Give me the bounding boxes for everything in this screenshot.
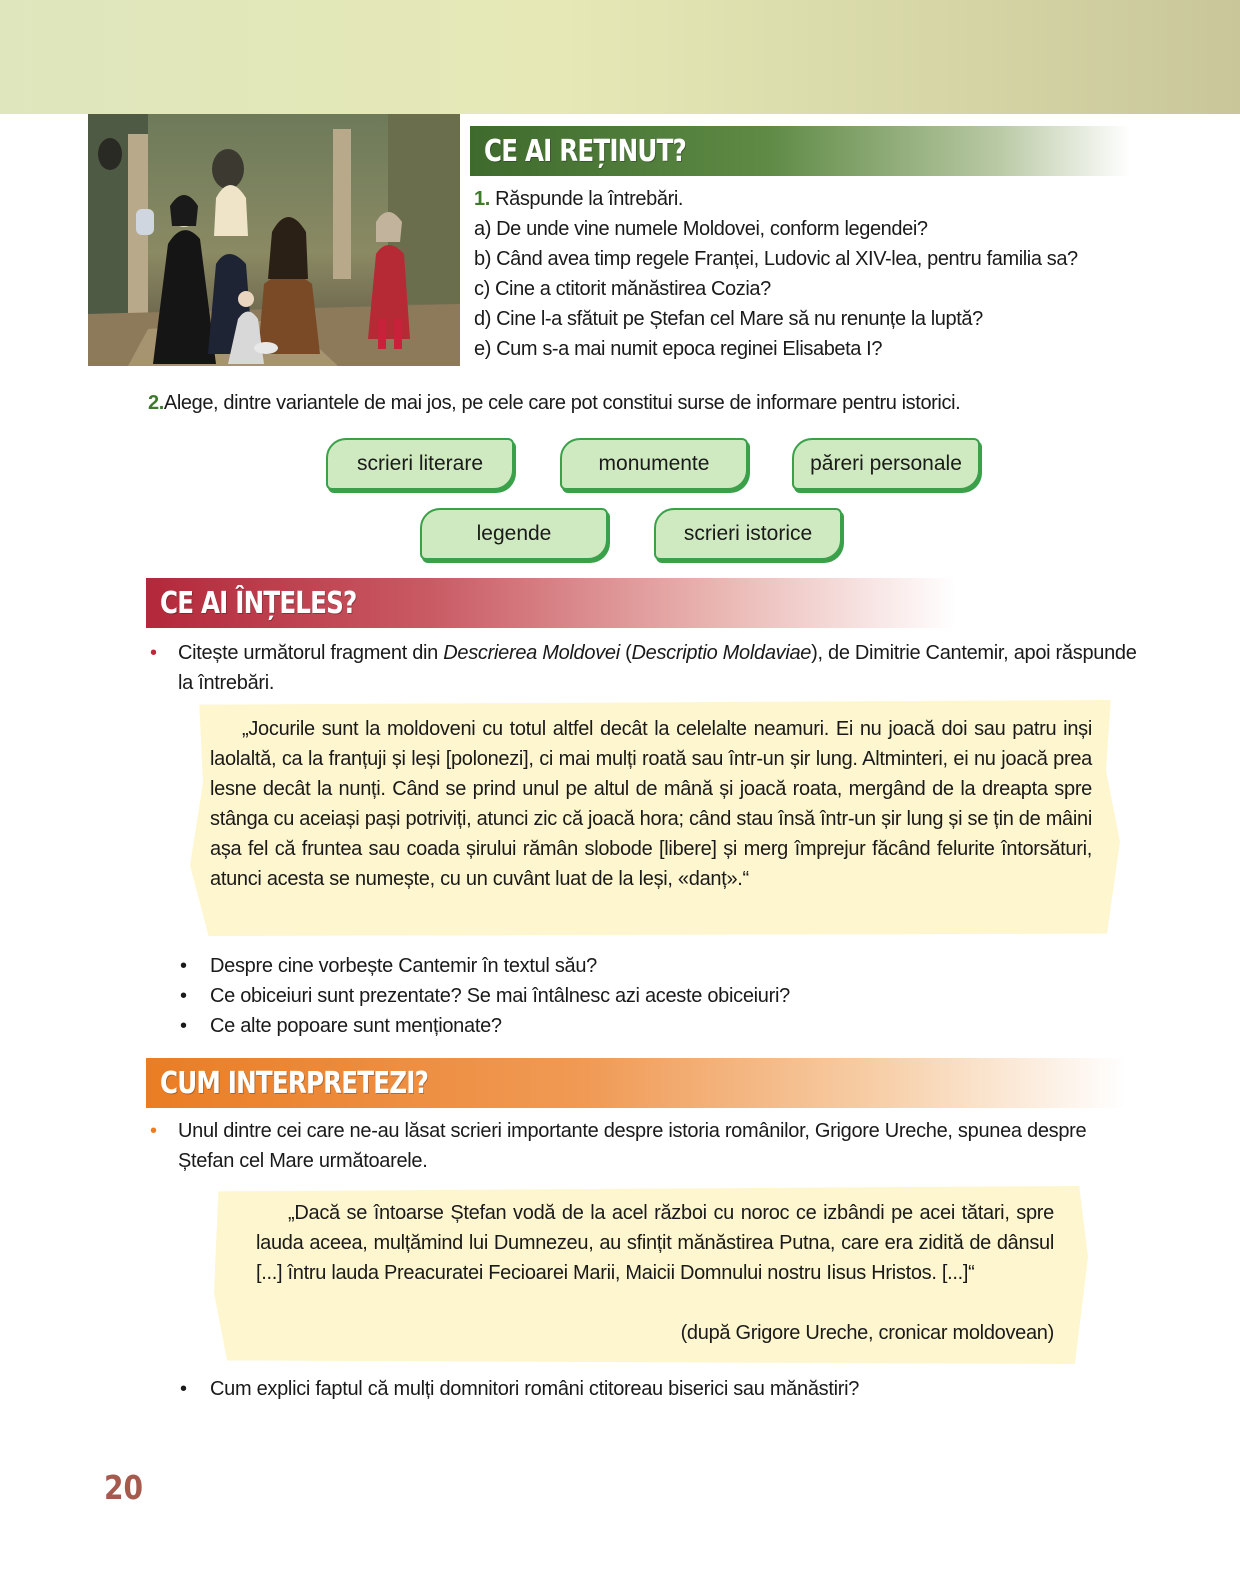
bullet-orange: • — [150, 1120, 158, 1142]
task-2: 2.Alege, dintre variantele de mai jos, pe cele care pot constitui surse de informare pentru istorici. — [148, 392, 961, 414]
question-cantemir-3: Ce alte popoare sunt menționate? — [210, 1015, 502, 1037]
bullet-red: • — [150, 642, 158, 664]
bullet: • — [180, 1015, 188, 1037]
question-e: e) Cum s-a mai numit epoca reginei Elisabeta I? — [474, 338, 883, 360]
section-title-retained: CE AI REȚINUT? — [470, 126, 1130, 176]
bullet: • — [180, 1378, 188, 1400]
question-ureche: Cum explici faptul că mulți domnitori români ctitoreau biserici sau mănăstiri? — [210, 1378, 860, 1400]
ureche-intro: Unul dintre cei care ne-au lăsat scrieri importante despre istoria românilor, Grigore Ureche, spunea despre Ștefan cel Mare următoarele. — [178, 1120, 1087, 1172]
question-d: d) Cine l-a sfătuit pe Ștefan cel Mare să nu renunțe la luptă? — [474, 308, 983, 330]
ureche-quote: „Dacă se întoarse Ștefan vodă de la acel război cu noroc ce izbândi pe acei tătari, spre lauda aceea, mulțămind lui Dumnezeu, au sfințit mănăstirea Putna, care era zidită de dânsul [...] întru lauda Preacuratei Fecioarei Marii, Maicii Domnului nostru Iisus Hristos. [...]“ — [256, 1202, 1054, 1284]
header-band — [0, 0, 1240, 114]
question-b: b) Când avea timp regele Franței, Ludovic al XIV-lea, pentru familia sa? — [474, 248, 1078, 270]
question-cantemir-1: Despre cine vorbește Cantemir în textul său? — [210, 955, 597, 977]
cantemir-intro: Citește următorul fragment din Descrierea Moldovei (Descriptio Moldaviae), de Dimitrie Cantemir, apoi răspunde la întrebări. — [178, 642, 1137, 694]
option-scrieri-literare[interactable]: scrieri literare — [326, 438, 514, 490]
section-title-interpret: CUM INTERPRETEZI? — [146, 1058, 1126, 1108]
bullet: • — [180, 985, 188, 1007]
page-number: 20 — [104, 1468, 144, 1507]
question-cantemir-2: Ce obiceiuri sunt prezentate? Se mai întâlnesc azi aceste obiceiuri? — [210, 985, 790, 1007]
bullet: • — [180, 955, 188, 977]
question-intro: 1. Răspunde la întrebări. — [474, 188, 684, 210]
question-list-1 — [474, 184, 1174, 364]
option-pareri-personale[interactable]: păreri personale — [792, 438, 980, 490]
cantemir-quote: „Jocurile sunt la moldoveni cu totul altfel decât la celelalte neamuri. Ei nu joacă doi sau patru inși laolaltă, ca la franțuji și leși [polonezi], ci mai mulți roată sau într-un șir lung. Altminteri, ei nu joacă prea lesne decât la nunți. Când se prind unul pe altul de mână și joacă roata, mergând de la dreapta spre stânga cu aceiași pași potriviți, atunci zic că joacă hora; când stau însă într-un șir lung și se țin de mâini așa fel că fruntea sau coada șirului rămân slobode [libere] și merg împrejur făcând felurite întorsături, atunci acesta se numește, cu un cuvânt luat de la leși, «danț».“ — [210, 718, 1092, 890]
option-legende[interactable]: legende — [420, 508, 608, 560]
question-c: c) Cine a ctitorit mănăstirea Cozia? — [474, 278, 771, 300]
option-monumente[interactable]: monumente — [560, 438, 748, 490]
ureche-source: (după Grigore Ureche, cronicar moldovean) — [680, 1322, 1054, 1344]
option-scrieri-istorice[interactable]: scrieri istorice — [654, 508, 842, 560]
royal-family-painting — [88, 114, 460, 366]
question-a: a) De unde vine numele Moldovei, conform legendei? — [474, 218, 928, 240]
section-title-understood: CE AI ÎNȚELES? — [146, 578, 956, 628]
